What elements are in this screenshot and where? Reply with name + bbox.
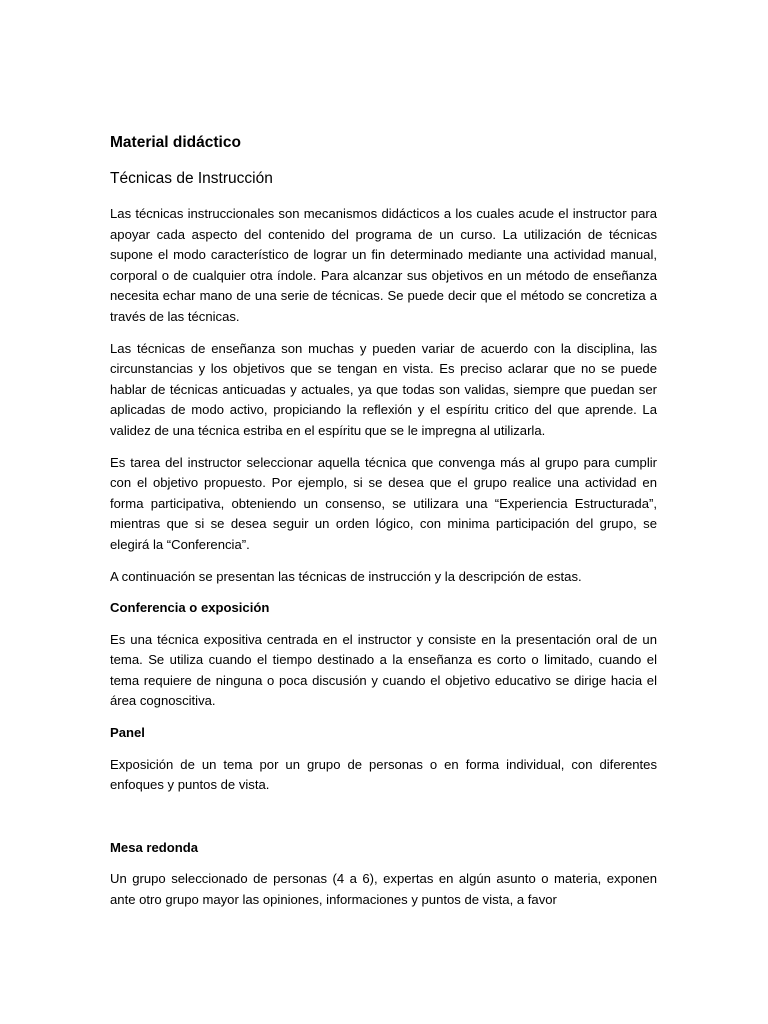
section-heading-panel: Panel <box>110 725 145 741</box>
document-page <box>110 0 657 1024</box>
section-text-panel: Exposición de un tema por un grupo de personas o en forma individual, con diferentes enfoques y puntos de vista. <box>110 756 657 793</box>
paragraph: Las técnicas de enseñanza son muchas y pueden variar de acuerdo con la disciplina, las circunstancias y los objetivos que se tengan en vista. Es preciso aclarar que no se puede hablar de técnicas anticuadas y actuales, ya que todas son validas, siempre que puedan ser aplicadas de modo activo, propiciando la reflexión y el espíritu critico del que aprende. La validez de una técnica estriba en el espíritu que se le impregna al utilizarla. <box>110 340 657 438</box>
document-body <box>110 204 657 922</box>
paragraph: Las técnicas instruccionales son mecanismos didácticos a los cuales acude el instructor para apoyar cada aspecto del contenido del programa de un curso. La utilización de técnicas supone el modo característico de lograr un fin determinado mediante una actividad manual, corporal o de cualquier otra índole. Para alcanzar sus objetivos en un método de enseñanza necesita echar mano de una serie de técnicas. Se puede decir que el método se concretiza a través de las técnicas. <box>110 206 657 324</box>
section-text-mesa-redonda: Un grupo seleccionado de personas (4 a 6), expertas en algún asunto o materia, exponen ante otro grupo mayor las opiniones, informaciones y puntos de vista, a favor <box>110 871 657 908</box>
section-text-conferencia: Es una técnica expositiva centrada en el instructor y consiste en la presentación oral de un tema. Se utiliza cuando el tiempo destinado a la enseñanza es corto o limitado, cuando el tema requiere de ninguna o poca discusión y cuando el objetivo educativo se dirige hacia el área cognoscitiva. <box>110 631 657 709</box>
paragraph: Es tarea del instructor seleccionar aquella técnica que convenga más al grupo para cumplir con el objetivo propuesto. Por ejemplo, si se desea que el grupo realice una actividad en forma participativa, obteniendo un consenso, se utilizara una “Experiencia Estructurada”, mientras que si se desea seguir un orden lógico, con minima participación del grupo, se elegirá la “Conferencia”. <box>110 454 657 552</box>
section-heading-conferencia: Conferencia o exposición <box>110 600 270 616</box>
document-title: Material didáctico <box>110 134 241 151</box>
document-subtitle: Técnicas de Instrucción <box>110 170 273 187</box>
blank-line <box>110 807 657 838</box>
paragraph: A continuación se presentan las técnicas de instrucción y la descripción de estas. <box>110 568 582 584</box>
section-heading-mesa-redonda: Mesa redonda <box>110 839 199 855</box>
